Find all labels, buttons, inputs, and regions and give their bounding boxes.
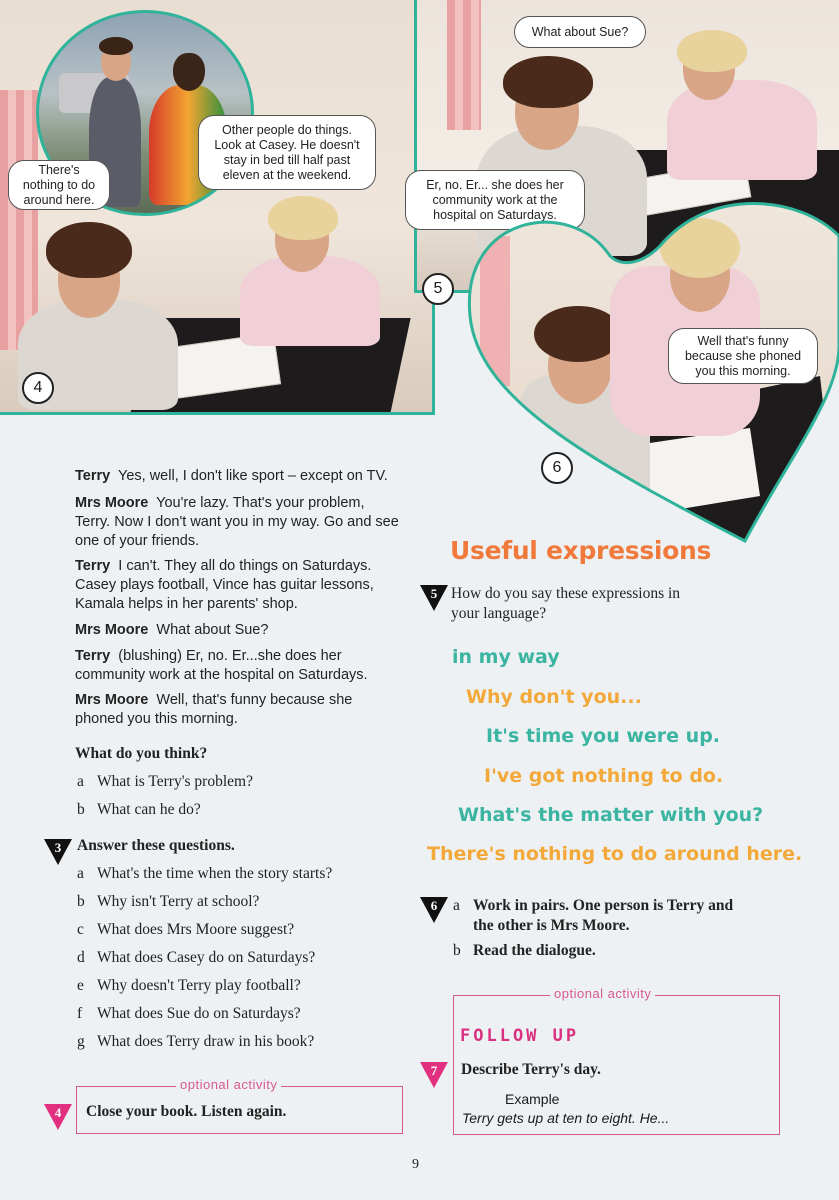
exercise-4-badge: 4: [44, 1104, 72, 1130]
example-label: Example: [505, 1091, 560, 1107]
dialogue-line: [75, 621, 391, 640]
line-text: What about Sue?: [156, 622, 269, 638]
line-text: Well, that's funny because she phoned you this morning.: [75, 692, 353, 727]
example-text: Terry gets up at ten to eight. He...: [462, 1110, 670, 1126]
exercise-6a: a Work in pairs. One person is Terry and the other is Mrs Moore.: [453, 897, 734, 934]
ex3-question: d What does Casey do on Saturdays?: [77, 949, 316, 966]
mrs-moore-figure: [230, 196, 380, 346]
exercise-7-badge: 7: [420, 1062, 448, 1088]
exercise-6-badge: 6: [420, 897, 448, 923]
expression: Why don't you...: [466, 686, 642, 708]
exercise-3-badge: 3: [44, 839, 72, 865]
exercise-5-badge: 5: [420, 585, 448, 611]
optional-activity-label: optional activity: [176, 1077, 281, 1092]
panel-number-5: 5: [422, 273, 454, 305]
page-number: 9: [412, 1157, 419, 1172]
speaker: Mrs Moore: [75, 495, 149, 511]
speaker: Terry: [75, 468, 111, 484]
dialogue-line: [75, 691, 385, 729]
exercise-7-text: Describe Terry's day.: [461, 1061, 601, 1078]
ex3-question: g What does Terry draw in his book?: [77, 1033, 315, 1050]
exercise-5-text: How do you say these expressions in your language?: [451, 585, 681, 622]
speech-bubble-2: Other people do things. Look at Casey. He doesn't stay in bed till half past eleven at the weekend.: [198, 115, 376, 190]
speech-bubble-4: Er, no. Er... she does her community work at the hospital on Saturdays.: [405, 170, 585, 230]
dialogue-line: [75, 557, 391, 614]
follow-up-label: FOLLOW UP: [460, 1026, 580, 1046]
ex3-question: a What's the time when the story starts?: [77, 865, 333, 882]
think-item: b What can he do?: [77, 801, 201, 818]
speaker: Terry: [75, 648, 111, 664]
panel-number-4: 4: [22, 372, 54, 404]
line-text: (blushing) Er, no. Er...she does her community work at the hospital on Saturdays.: [75, 648, 368, 683]
speech-bubble-1: There's nothing to do around here.: [8, 160, 110, 210]
speaker: Mrs Moore: [75, 622, 149, 638]
expression: in my way: [452, 646, 560, 668]
expression: There's nothing to do around here.: [427, 843, 803, 865]
dialogue-line: [75, 494, 403, 551]
useful-expressions-heading: Useful expressions: [450, 536, 712, 565]
speech-bubble-5: Well that's funny because she phoned you this morning.: [668, 328, 818, 384]
mrs-moore-figure: [657, 30, 827, 180]
dialogue-line: [75, 647, 385, 685]
exercise-4-text: Close your book. Listen again.: [86, 1103, 287, 1120]
line-text: Yes, well, I don't like sport – except on TV.: [118, 468, 388, 484]
line-text: I can't. They all do things on Saturdays. Casey plays football, Vince has guitar lessons, Kamala helps in her parents' shop.: [75, 558, 374, 612]
expression: It's time you were up.: [486, 725, 721, 747]
ex3-question: e Why doesn't Terry play football?: [77, 977, 301, 994]
speech-bubble-3: What about Sue?: [514, 16, 646, 48]
think-item: a What is Terry's problem?: [77, 773, 253, 790]
think-title: What do you think?: [75, 745, 208, 762]
ex3-question: f What does Sue do on Saturdays?: [77, 1005, 301, 1022]
exercise-6b: b Read the dialogue.: [453, 942, 596, 959]
expression: What's the matter with you?: [458, 804, 764, 826]
expression: I've got nothing to do.: [484, 765, 724, 787]
line-text: You're lazy. That's your problem, Terry. Now I don't want you in my way. Go and see one of your friends.: [75, 495, 399, 549]
optional-activity-label: optional activity: [550, 986, 655, 1001]
panel-number-6: 6: [541, 452, 573, 484]
ex3-question: b Why isn't Terry at school?: [77, 893, 260, 910]
dialogue-line: [75, 467, 415, 486]
ex3-question: c What does Mrs Moore suggest?: [77, 921, 295, 938]
exercise-3-title: Answer these questions.: [77, 837, 235, 854]
speaker: Terry: [75, 558, 111, 574]
speaker: Mrs Moore: [75, 692, 149, 708]
